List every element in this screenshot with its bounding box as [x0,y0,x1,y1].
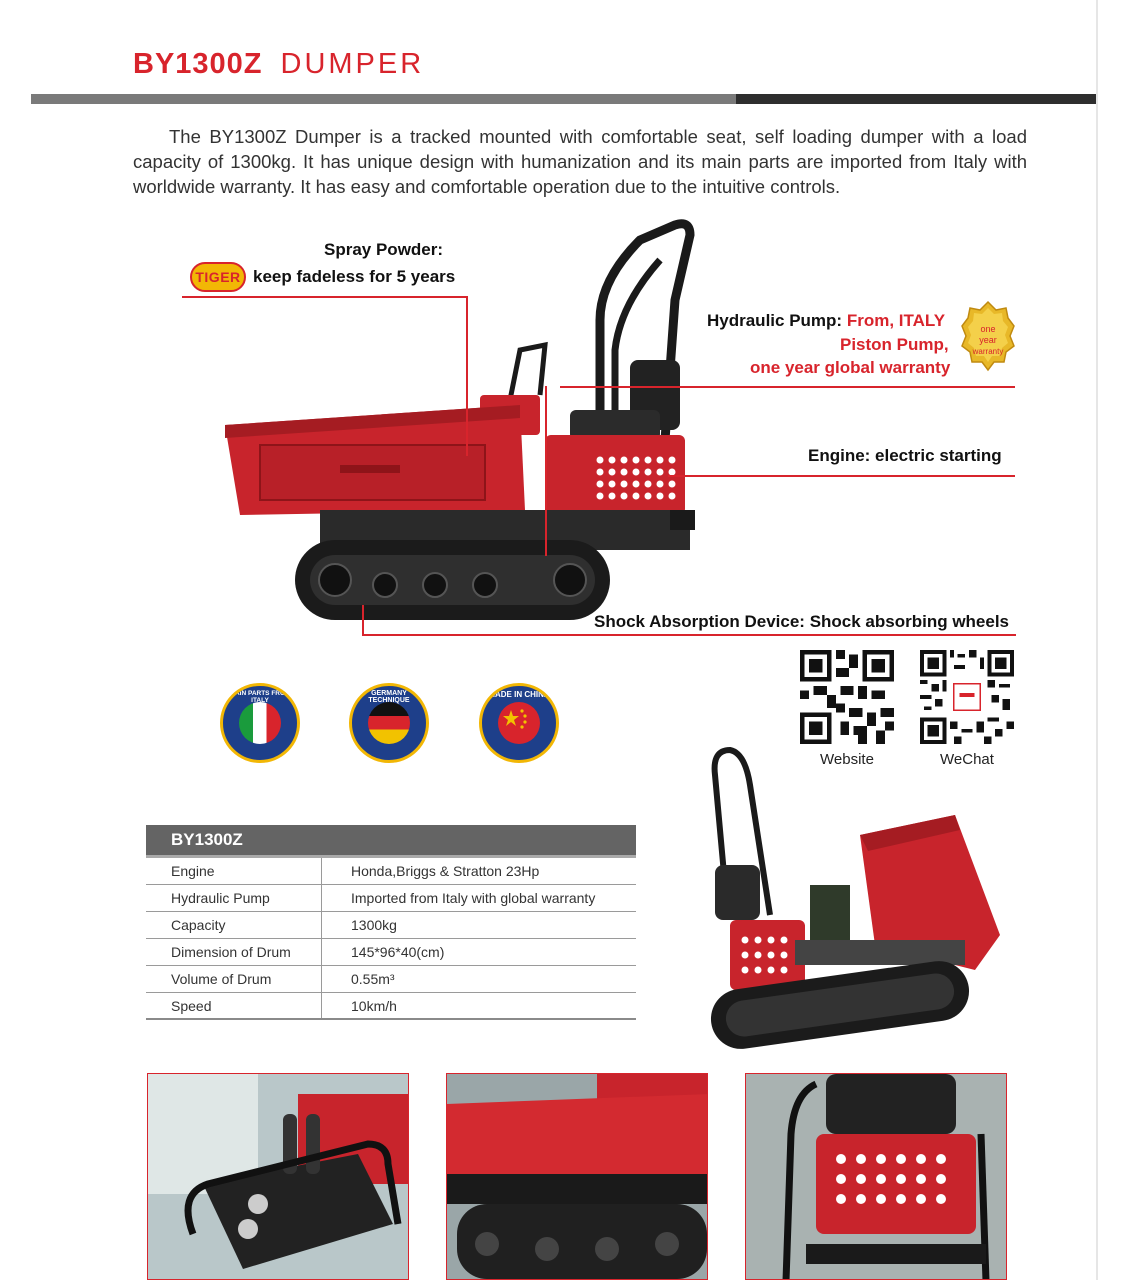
tiger-logo-text: TIGER [195,269,241,285]
engine-line [668,475,1015,477]
intro-paragraph: The BY1300Z Dumper is a tracked mounted with comfortable seat, self loading dumper with a load capacity of 1300kg. It has unique design with humanization and its main parts are imported from Italy with worldwide warranty. It has easy and comfortable operation due to the intuitive controls. [133,126,1027,197]
table-row [146,939,636,966]
control-panel-photo-image [148,1074,409,1280]
pump-warranty: one year global warranty [750,358,951,377]
header-bar [31,94,1096,104]
italy-flag-icon [239,702,281,744]
spec-value: 145*96*40(cm) [351,944,445,960]
spec-table [146,825,636,1020]
title-type: DUMPER [280,48,425,80]
pump-label: Hydraulic Pump: [707,311,843,330]
spray-text: keep fadeless for 5 years [253,267,456,286]
table-row [146,912,636,939]
star-icon [498,702,540,744]
shock-line-v [362,605,364,635]
pump-line-v [545,386,547,556]
pump-line [560,386,1015,388]
pump-type: Piston Pump, [840,335,949,354]
table-row [146,858,636,885]
photo-control-panel [147,1073,409,1280]
spec-key: Hydraulic Pump [146,885,322,911]
table-row [146,885,636,912]
badge-china-text: MADE IN CHINA [488,690,550,699]
spray-line-v [466,296,468,456]
spec-value: 10km/h [351,998,397,1014]
wechat-label: WeChat [940,751,994,768]
title-model: BY1300Z [133,48,263,80]
shock-annotation: Shock Absorption Device: Shock absorbing wheels [594,612,1010,631]
spray-line-h [182,296,468,298]
drum-tracks-photo-image [447,1074,708,1280]
spec-value: 1300kg [351,917,397,933]
spec-key: Dimension of Drum [146,939,322,965]
spec-value: Honda,Briggs & Stratton 23Hp [351,863,540,879]
photo-engine-cover [745,1073,1007,1280]
germany-flag-icon [368,702,410,744]
page-title [133,48,424,81]
website-label: Website [820,751,874,768]
table-row [146,966,636,993]
badge-germany-technique [349,683,429,763]
photo-drum-tracks [446,1073,708,1280]
badge-germany-text: GERMANY TECHNIQUE [368,690,410,704]
shock-line-h [362,634,1016,636]
spec-key: Capacity [146,912,322,938]
wechat-qr-code[interactable] [920,650,1014,744]
pump-annotation [707,311,945,331]
dumper-tipped-image [700,745,1010,1050]
warranty-badge-icon [960,300,1016,380]
spec-key: Engine [146,858,322,884]
engine-cover-photo-image [746,1074,1007,1280]
spec-value: 0.55m³ [351,971,395,987]
warranty-badge-line3: warranty [972,347,1004,356]
table-row [146,993,636,1020]
spec-value: Imported from Italy with global warranty [351,890,596,906]
badge-main-parts-italy [220,683,300,763]
warranty-badge-line2: year [979,335,997,345]
spec-key: Speed [146,993,322,1018]
tiger-logo [190,262,246,292]
spec-key: Volume of Drum [146,966,322,992]
badge-italy-text: MAIN PARTS FROM ITALY [229,690,291,704]
china-flag-icon [498,702,540,744]
spec-table-title: BY1300Z [146,825,636,855]
engine-annotation: Engine: electric starting [808,446,1002,465]
website-qr-code[interactable] [800,650,894,744]
page-edge [1096,0,1098,1280]
spray-title: Spray Powder: [324,240,444,259]
header-bar-dark [736,94,1096,104]
badge-made-in-china [479,683,559,763]
pump-origin: From, ITALY [846,311,946,330]
warranty-badge-line1: one [980,324,996,334]
